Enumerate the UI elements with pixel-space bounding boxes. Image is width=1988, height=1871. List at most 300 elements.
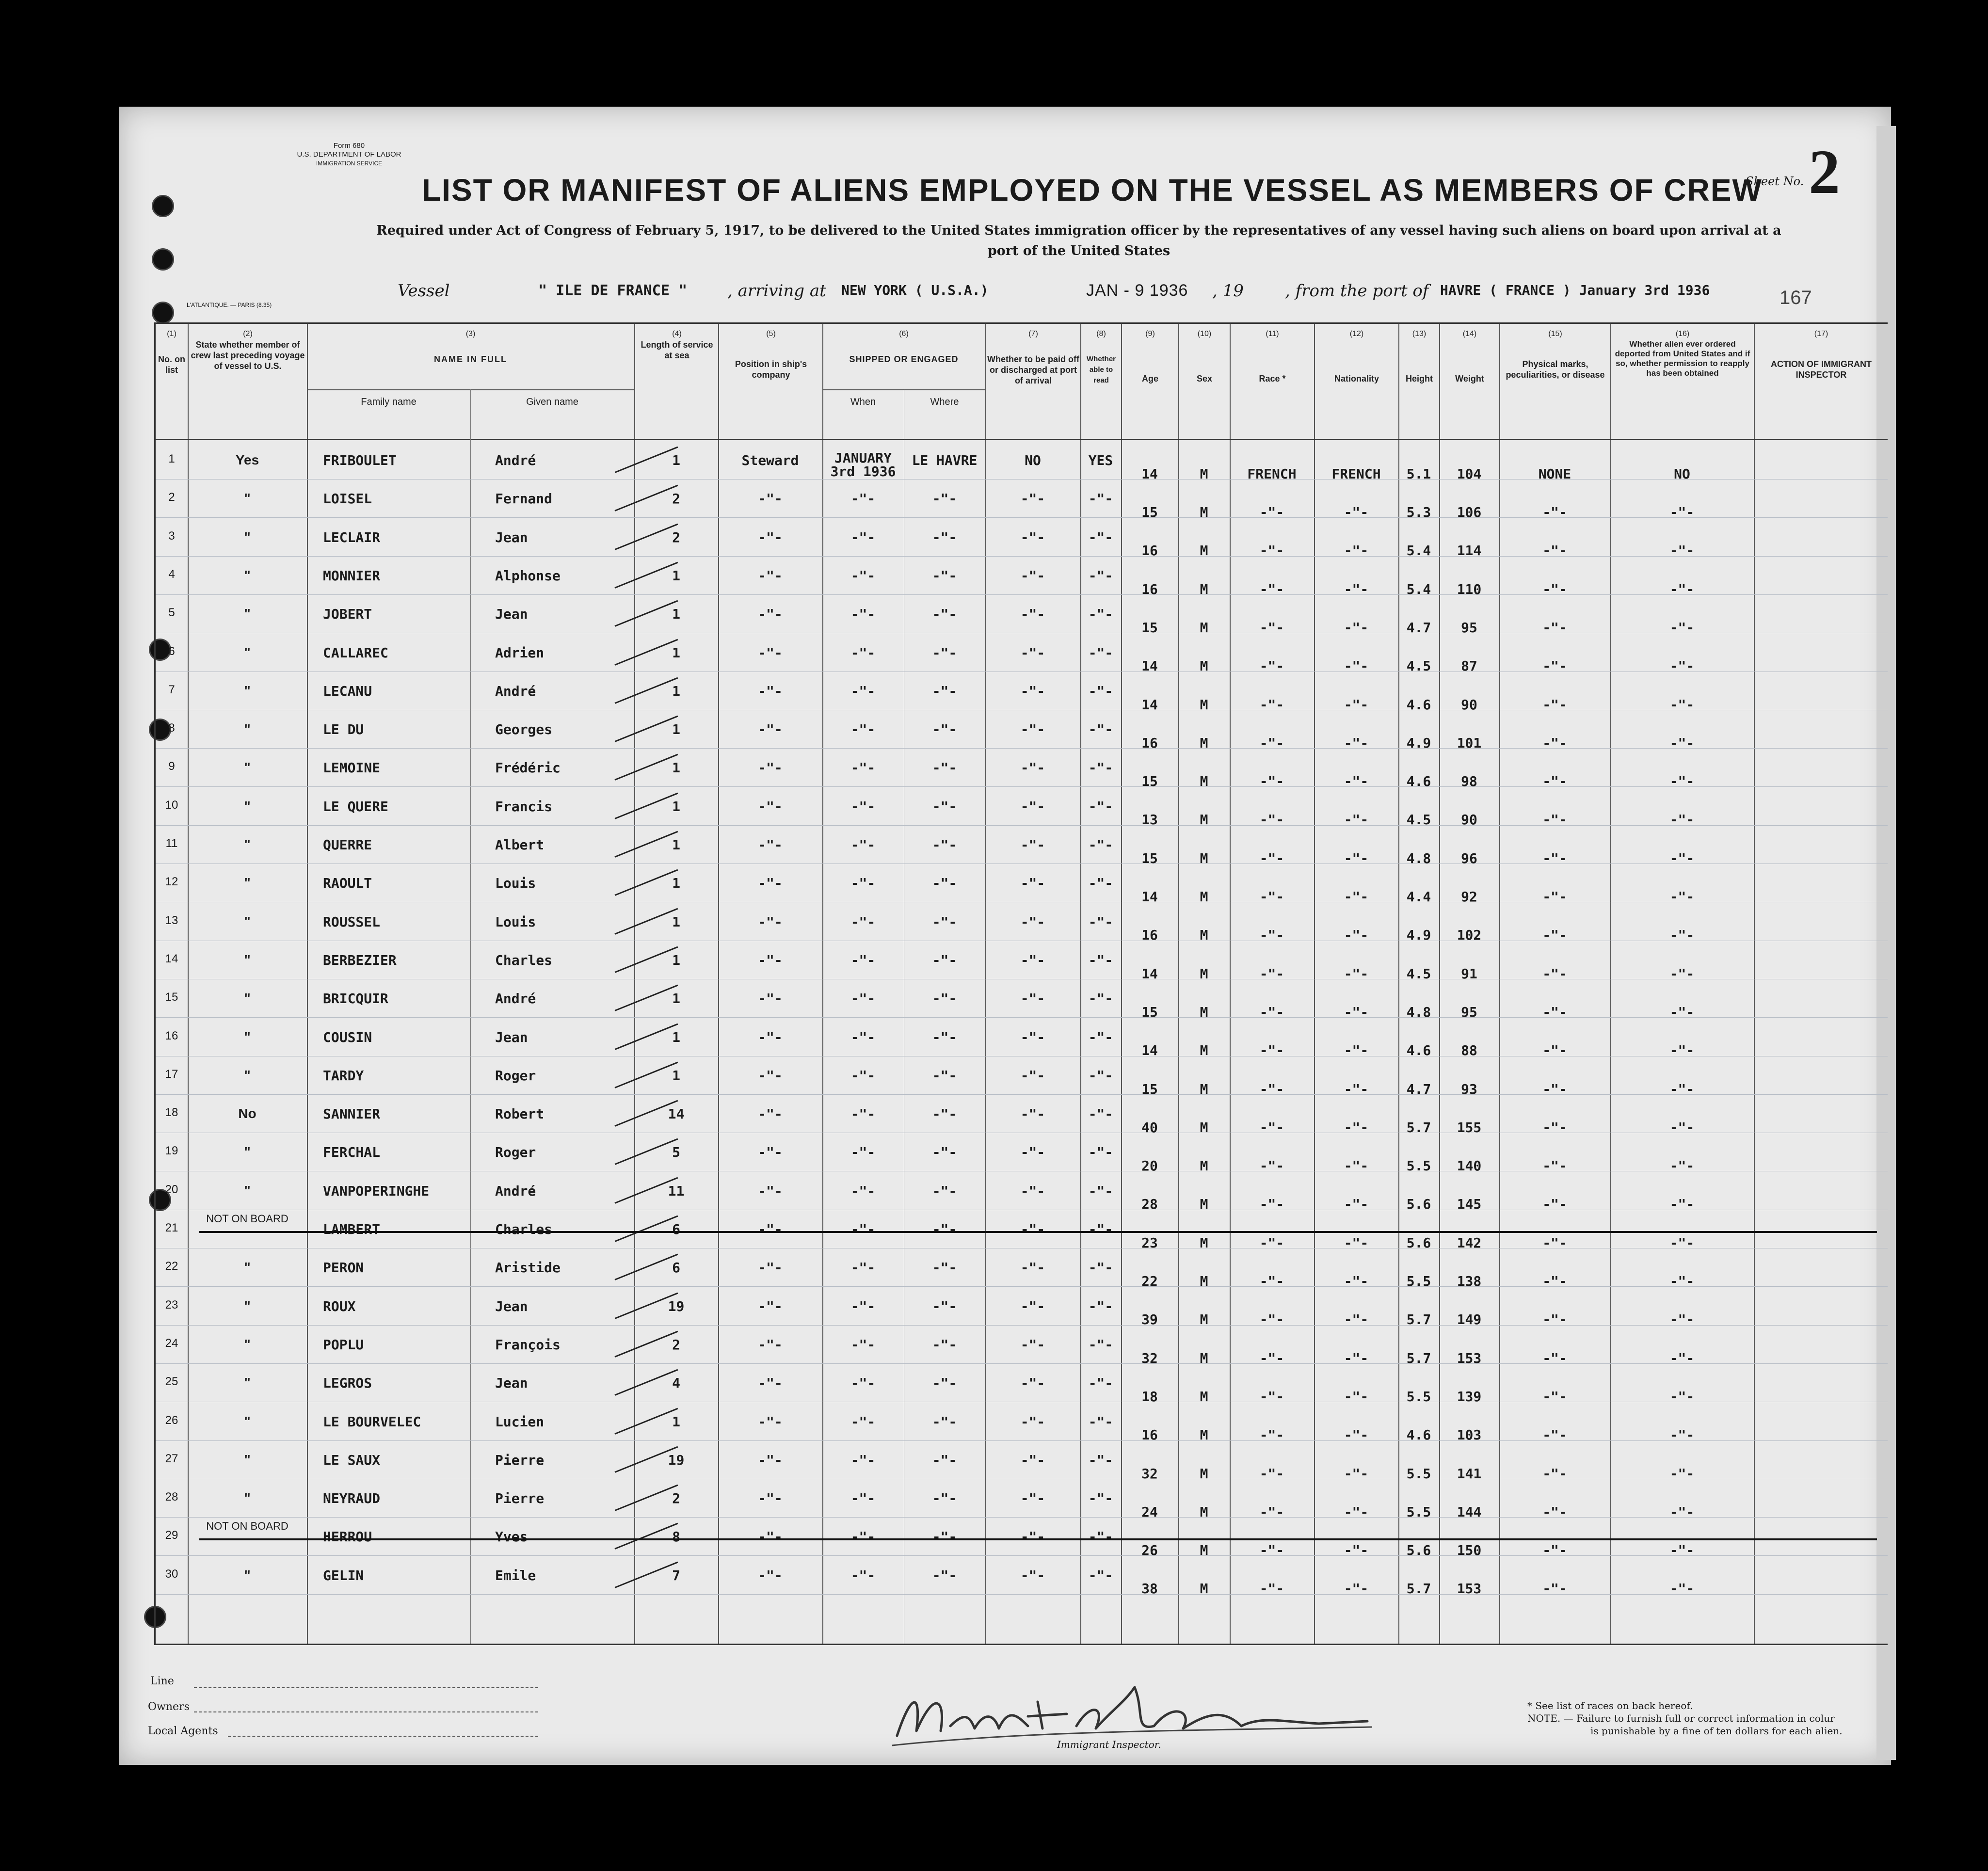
height: 5.7: [1406, 1350, 1431, 1366]
age: 15: [1141, 773, 1158, 790]
weight: 153: [1457, 1581, 1482, 1597]
printer-imprint: L'ATLANTIQUE. — PARIS (8.35): [187, 302, 272, 308]
family-name: BRICQUIR: [323, 991, 388, 1007]
previous-voyage: ": [244, 913, 251, 929]
length-of-service: 1: [672, 991, 680, 1007]
family-name: BERBEZIER: [323, 952, 397, 968]
family-name: LEMOINE: [323, 760, 381, 776]
position: -"-: [758, 952, 783, 968]
previous-voyage: ": [244, 991, 251, 1006]
position: -"-: [758, 644, 783, 661]
physical-marks: -"-: [1542, 696, 1567, 713]
sex: M: [1200, 1004, 1208, 1020]
weight: 87: [1461, 658, 1477, 674]
height: 4.6: [1406, 696, 1431, 713]
given-name: Louis: [495, 913, 536, 930]
race: -"-: [1259, 1234, 1284, 1251]
family-name: POPLU: [323, 1336, 364, 1353]
able-to-read: -"-: [1088, 1413, 1113, 1430]
form-department: U.S. DEPARTMENT OF LABOR: [297, 150, 401, 159]
age: 14: [1141, 658, 1158, 674]
able-to-read: -"-: [1088, 1375, 1113, 1391]
able-to-read: -"-: [1088, 1490, 1113, 1507]
given-name: Francis: [495, 798, 553, 815]
previous-voyage: ": [244, 1452, 251, 1467]
weight: 102: [1457, 927, 1482, 943]
vessel-label: Vessel: [398, 281, 450, 301]
shipped-when: -"-: [850, 913, 876, 930]
footnote: [1527, 1699, 1876, 1737]
previous-voyage: ": [244, 567, 251, 583]
weight: 90: [1461, 696, 1477, 713]
col-header-race: (11) Race *: [1259, 330, 1286, 384]
able-to-read: -"-: [1088, 1336, 1113, 1353]
previous-voyage: ": [244, 1336, 251, 1352]
nationality: -"-: [1344, 889, 1369, 905]
shipped-when: -"-: [850, 1375, 876, 1391]
family-name: GELIN: [323, 1567, 364, 1583]
age: 15: [1141, 1081, 1158, 1097]
previous-voyage: ": [244, 1029, 251, 1044]
race: -"-: [1259, 619, 1284, 636]
paid-off: -"-: [1020, 721, 1045, 738]
family-name: PERON: [323, 1260, 364, 1276]
family-name: LEGROS: [323, 1375, 372, 1391]
length-of-service: 8: [672, 1529, 680, 1545]
shipped-where: -"-: [932, 1567, 957, 1583]
deported: -"-: [1669, 889, 1695, 905]
previous-voyage: ": [244, 721, 251, 737]
given-name: Adrien: [495, 644, 545, 661]
race: -"-: [1259, 1427, 1284, 1443]
paid-off: -"-: [1020, 1260, 1045, 1276]
position: -"-: [758, 1529, 783, 1545]
length-of-service: 2: [672, 529, 680, 545]
previous-voyage: ": [244, 1298, 251, 1313]
weight: 114: [1457, 543, 1482, 559]
age: 26: [1141, 1542, 1158, 1559]
col-subdivider: [470, 389, 471, 1644]
paid-off: -"-: [1020, 798, 1045, 815]
col-header-previous-voyage: (2) State whether member of crew last preceding voyage of vessel to U.S.: [191, 330, 305, 371]
previous-voyage: No: [238, 1106, 257, 1121]
race: -"-: [1259, 1311, 1284, 1328]
position: -"-: [758, 606, 783, 623]
shipped-when: -"-: [850, 644, 876, 661]
age: 14: [1141, 965, 1158, 982]
family-name: SANNIER: [323, 1106, 381, 1122]
row-number: 27: [165, 1452, 178, 1465]
col-divider: [822, 324, 823, 1644]
nationality: -"-: [1344, 1465, 1369, 1482]
arriving-port: NEW YORK ( U.S.A.): [841, 282, 989, 298]
row-number: 15: [165, 991, 178, 1004]
race: -"-: [1259, 1004, 1284, 1020]
height: 4.8: [1406, 850, 1431, 866]
previous-voyage: ": [244, 1567, 251, 1583]
paid-off: -"-: [1020, 644, 1045, 661]
age: 22: [1141, 1273, 1158, 1290]
height: 5.5: [1406, 1158, 1431, 1174]
age: 16: [1141, 543, 1158, 559]
sex: M: [1200, 619, 1208, 636]
col-header-when: When: [850, 397, 876, 407]
weight: 101: [1457, 735, 1482, 751]
given-name: Jean: [495, 606, 528, 623]
shipped-when: -"-: [850, 952, 876, 968]
able-to-read: -"-: [1088, 1260, 1113, 1276]
crew-manifest-table: [154, 322, 1888, 1645]
able-to-read: -"-: [1088, 567, 1113, 584]
family-name: ROUX: [323, 1298, 356, 1314]
family-name: MONNIER: [323, 567, 381, 584]
given-name: Alphonse: [495, 567, 561, 584]
deported: -"-: [1669, 543, 1695, 559]
height: 5.6: [1406, 1542, 1431, 1559]
length-of-service: 1: [672, 875, 680, 892]
able-to-read: -"-: [1088, 644, 1113, 661]
note-line: [1527, 1712, 1876, 1725]
row-number: 5: [168, 606, 175, 620]
paid-off: -"-: [1020, 991, 1045, 1007]
shipped-when: -"-: [850, 1529, 876, 1545]
sheet-label: Sheet No.: [1746, 175, 1804, 188]
strike-line: [199, 1538, 1877, 1540]
sex: M: [1200, 1465, 1208, 1482]
shipped-when: -"-: [850, 1221, 876, 1237]
col-divider: [1314, 324, 1315, 1644]
physical-marks: -"-: [1542, 1503, 1567, 1520]
shipped-where: -"-: [932, 875, 957, 892]
age: 40: [1141, 1119, 1158, 1135]
height: 4.9: [1406, 735, 1431, 751]
weight: 149: [1457, 1311, 1482, 1328]
length-of-service: 2: [672, 491, 680, 507]
deported: -"-: [1669, 1042, 1695, 1059]
paid-off: -"-: [1020, 1452, 1045, 1468]
previous-voyage: ": [244, 529, 251, 544]
paid-off: -"-: [1020, 913, 1045, 930]
height: 5.5: [1406, 1273, 1431, 1290]
race: -"-: [1259, 850, 1284, 866]
paid-off: -"-: [1020, 875, 1045, 892]
given-name: Roger: [495, 1067, 536, 1084]
length-of-service: 1: [672, 1067, 680, 1084]
weight: 98: [1461, 773, 1477, 790]
row-number: 6: [168, 644, 175, 658]
shipped-when: -"-: [850, 1567, 876, 1583]
family-name: CALLAREC: [323, 644, 388, 661]
physical-marks: -"-: [1542, 619, 1567, 636]
vessel-name: " ILE DE FRANCE ": [538, 282, 688, 299]
weight: 95: [1461, 619, 1477, 636]
weight: 95: [1461, 1004, 1477, 1020]
physical-marks: -"-: [1542, 1004, 1567, 1020]
paid-off: -"-: [1020, 1529, 1045, 1545]
age: 18: [1141, 1388, 1158, 1405]
sex: M: [1200, 1542, 1208, 1559]
height: 4.4: [1406, 889, 1431, 905]
length-of-service: 1: [672, 644, 680, 661]
paid-off: -"-: [1020, 1067, 1045, 1084]
deported: -"-: [1669, 1388, 1695, 1405]
age: 20: [1141, 1158, 1158, 1174]
deported: -"-: [1669, 812, 1695, 828]
nationality: -"-: [1344, 1158, 1369, 1174]
position: -"-: [758, 1144, 783, 1161]
shipped-where: -"-: [932, 644, 957, 661]
family-name: RAOULT: [323, 875, 372, 892]
height: 5.7: [1406, 1581, 1431, 1597]
given-name: Jean: [495, 1029, 528, 1045]
page-title: LIST OR MANIFEST OF ALIENS EMPLOYED ON THE VESSEL AS MEMBERS OF CREW: [422, 173, 1763, 208]
nationality: -"-: [1344, 927, 1369, 943]
col-header-given-name: Given name: [526, 397, 578, 407]
height: 4.8: [1406, 1004, 1431, 1020]
col-header-nationality: (12) Nationality: [1334, 330, 1379, 384]
length-of-service: 6: [672, 1221, 680, 1237]
sex: M: [1200, 1503, 1208, 1520]
col-divider: [1439, 324, 1440, 1644]
previous-voyage: ": [244, 1144, 251, 1160]
family-name: LOISEL: [323, 491, 372, 507]
shipped-where: -"-: [932, 837, 957, 853]
race: -"-: [1259, 1350, 1284, 1366]
age: 16: [1141, 927, 1158, 943]
weight: 139: [1457, 1388, 1482, 1405]
able-to-read: -"-: [1088, 1221, 1113, 1237]
previous-voyage: ": [244, 683, 251, 698]
length-of-service: 2: [672, 1336, 680, 1353]
able-to-read: -"-: [1088, 1144, 1113, 1161]
age: 14: [1141, 1042, 1158, 1059]
row-number: 11: [165, 837, 178, 850]
sex: M: [1200, 1119, 1208, 1135]
age: 24: [1141, 1503, 1158, 1520]
deported: -"-: [1669, 658, 1695, 674]
paid-off: -"-: [1020, 491, 1045, 507]
shipped-when: -"-: [850, 1298, 876, 1314]
shipped-when: -"-: [850, 991, 876, 1007]
shipped-when: -"-: [850, 1067, 876, 1084]
race: -"-: [1259, 927, 1284, 943]
shipped-where: -"-: [932, 567, 957, 584]
col-header-weight: (14) Weight: [1455, 330, 1484, 384]
family-name: JOBERT: [323, 606, 372, 623]
age: 15: [1141, 504, 1158, 521]
deported: -"-: [1669, 773, 1695, 790]
height: 4.6: [1406, 1427, 1431, 1443]
shipped-where: -"-: [932, 1106, 957, 1122]
race: -"-: [1259, 504, 1284, 521]
family-name: LE SAUX: [323, 1452, 381, 1468]
deported: -"-: [1669, 504, 1695, 521]
header-divider: [156, 439, 1888, 440]
given-name: Robert: [495, 1106, 545, 1122]
arriving-label: , arriving at: [727, 281, 826, 301]
subtitle-line-1: Required under Act of Congress of February 5, 1917, to be delivered to the United States immigration officer by the representatives of any vessel having such aliens on board upon arrival at a: [376, 223, 1781, 238]
height: 5.6: [1406, 1234, 1431, 1251]
able-to-read: -"-: [1088, 683, 1113, 699]
given-name: Yves: [495, 1529, 528, 1545]
col-header-no: (1) No. on list: [158, 330, 185, 375]
sex: M: [1200, 696, 1208, 713]
race: FRENCH: [1247, 465, 1297, 482]
paid-off: -"-: [1020, 683, 1045, 699]
physical-marks: -"-: [1542, 1388, 1567, 1405]
given-name: André: [495, 991, 536, 1007]
family-name: LE DU: [323, 721, 364, 738]
deported: -"-: [1669, 1004, 1695, 1020]
given-name: François: [495, 1336, 561, 1353]
deported: -"-: [1669, 1234, 1695, 1251]
physical-marks: -"-: [1542, 1158, 1567, 1174]
sex: M: [1200, 543, 1208, 559]
deported: -"-: [1669, 1581, 1695, 1597]
age: 32: [1141, 1465, 1158, 1482]
shipped-where: -"-: [932, 760, 957, 776]
punch-hole: [153, 196, 173, 216]
position: -"-: [758, 491, 783, 507]
shipped-where: -"-: [932, 1144, 957, 1161]
sex: M: [1200, 1273, 1208, 1290]
length-of-service: 1: [672, 837, 680, 853]
sex: M: [1200, 504, 1208, 521]
physical-marks: -"-: [1542, 1081, 1567, 1097]
date-stamp: JAN - 9 1936: [1086, 281, 1188, 300]
race: -"-: [1259, 696, 1284, 713]
row-number: 8: [168, 721, 175, 735]
age: 15: [1141, 850, 1158, 866]
shipped-where: -"-: [932, 913, 957, 930]
row-number: 24: [165, 1336, 178, 1350]
paid-off: -"-: [1020, 1567, 1045, 1583]
deported: -"-: [1669, 735, 1695, 751]
height: 4.6: [1406, 773, 1431, 790]
position: -"-: [758, 567, 783, 584]
punch-hole: [153, 250, 173, 269]
deported: -"-: [1669, 850, 1695, 866]
length-of-service: 1: [672, 567, 680, 584]
length-of-service: 11: [668, 1183, 685, 1199]
col-divider: [1230, 324, 1231, 1644]
col-divider: [1754, 324, 1755, 1644]
paid-off: -"-: [1020, 952, 1045, 968]
col-divider: [188, 324, 189, 1644]
position: -"-: [758, 683, 783, 699]
race: -"-: [1259, 773, 1284, 790]
nationality: -"-: [1344, 619, 1369, 636]
vessel-line: [398, 281, 1876, 305]
sex: M: [1200, 927, 1208, 943]
position: -"-: [758, 760, 783, 776]
row-number: 17: [165, 1067, 178, 1081]
physical-marks: -"-: [1542, 1119, 1567, 1135]
shipped-when: -"-: [850, 1336, 876, 1353]
shipped-when: -"-: [850, 1144, 876, 1161]
given-name: Roger: [495, 1144, 536, 1161]
age: 16: [1141, 1427, 1158, 1443]
shipped-where: -"-: [932, 1067, 957, 1084]
physical-marks: -"-: [1542, 927, 1567, 943]
age: 32: [1141, 1350, 1158, 1366]
sex: M: [1200, 812, 1208, 828]
shipped-where: -"-: [932, 1375, 957, 1391]
paid-off: -"-: [1020, 529, 1045, 545]
length-of-service: 1: [672, 952, 680, 968]
sex: M: [1200, 658, 1208, 674]
height: 5.5: [1406, 1465, 1431, 1482]
weight: 90: [1461, 812, 1477, 828]
deported: -"-: [1669, 927, 1695, 943]
position: -"-: [758, 1221, 783, 1237]
row-number: 18: [165, 1106, 178, 1119]
able-to-read: -"-: [1088, 606, 1113, 623]
col-divider: [985, 324, 986, 1644]
deported: -"-: [1669, 1081, 1695, 1097]
length-of-service: 1: [672, 1029, 680, 1045]
age: 16: [1141, 735, 1158, 751]
previous-voyage: ": [244, 1067, 251, 1083]
col-divider: [1499, 324, 1500, 1644]
given-name: Frédéric: [495, 760, 561, 776]
physical-marks: -"-: [1542, 658, 1567, 674]
col-header-name: (3) NAME IN FULL: [434, 330, 507, 364]
race: -"-: [1259, 1042, 1284, 1059]
length-of-service: 1: [672, 760, 680, 776]
nationality: -"-: [1344, 1234, 1369, 1251]
able-to-read: -"-: [1088, 1067, 1113, 1084]
physical-marks: NONE: [1538, 465, 1571, 482]
sex: M: [1200, 1158, 1208, 1174]
shipped-when: -"-: [850, 491, 876, 507]
able-to-read: -"-: [1088, 1298, 1113, 1314]
weight: 141: [1457, 1465, 1482, 1482]
row-number: 26: [165, 1413, 178, 1427]
page-number: 167: [1780, 287, 1812, 308]
race: -"-: [1259, 1273, 1284, 1290]
position: -"-: [758, 1567, 783, 1583]
weight: 142: [1457, 1234, 1482, 1251]
deported: -"-: [1669, 1158, 1695, 1174]
physical-marks: -"-: [1542, 773, 1567, 790]
given-name: Charles: [495, 1221, 553, 1237]
col-header-shipped: (6) SHIPPED OR ENGAGED: [849, 330, 959, 364]
nationality: -"-: [1344, 850, 1369, 866]
physical-marks: -"-: [1542, 1542, 1567, 1559]
height: 5.3: [1406, 504, 1431, 521]
shipped-when: -"-: [850, 798, 876, 815]
nationality: -"-: [1344, 1081, 1369, 1097]
length-of-service: 1: [672, 606, 680, 623]
length-of-service: 19: [668, 1452, 685, 1468]
race: -"-: [1259, 1158, 1284, 1174]
race: -"-: [1259, 889, 1284, 905]
line-label: Line: [150, 1675, 174, 1687]
race: -"-: [1259, 1081, 1284, 1097]
given-name: Jean: [495, 1298, 528, 1314]
physical-marks: -"-: [1542, 543, 1567, 559]
from-port: HAVRE ( FRANCE ) January 3rd 1936: [1440, 282, 1710, 298]
shipped-when: -"-: [850, 529, 876, 545]
family-name: QUERRE: [323, 837, 372, 853]
height: 4.5: [1406, 965, 1431, 982]
able-to-read: -"-: [1088, 529, 1113, 545]
sex: M: [1200, 773, 1208, 790]
sex: M: [1200, 889, 1208, 905]
height: 4.7: [1406, 1081, 1431, 1097]
able-to-read: -"-: [1088, 798, 1113, 815]
